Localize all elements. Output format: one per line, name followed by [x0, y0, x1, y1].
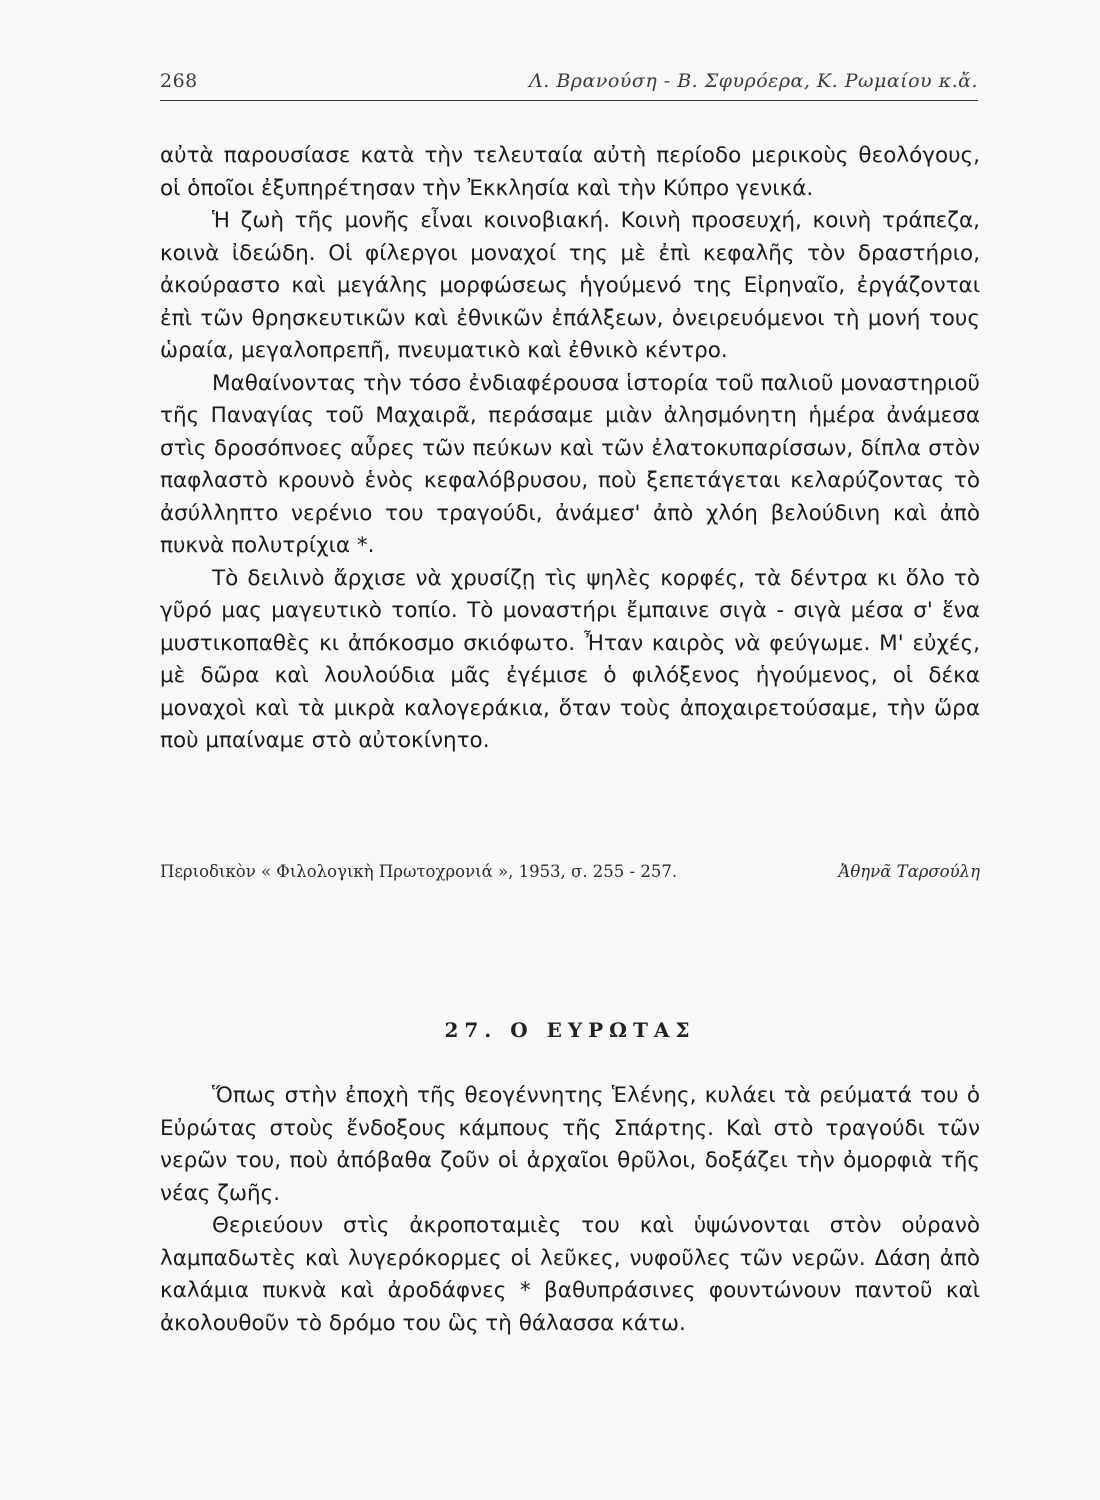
- paragraph: Ὅπως στὴν ἐποχὴ τῆς θεογέννητης Ἑλένης, κυλάει τὰ ρεύματά του ὁ Εὐρώτας στοὺς ἔνδοξους κάμπους τῆς Σπάρτης. Καὶ στὸ τραγούδι τῶν νερῶν του, ποὺ ἀπόβαθα ζοῦν οἱ ἀρχαῖοι θρῦλοι, δοξάζει τὴν ὀμορφιὰ τῆς νέας ζωῆς.: [160, 1083, 980, 1206]
- running-head: Λ. Βρανούση - Β. Σφυρόερα, Κ. Ρωμαίου κ.ἄ.: [529, 70, 978, 92]
- excerpt-evrotas: [160, 1080, 980, 1340]
- excerpt-machairas: [160, 140, 980, 758]
- source-citation: Περιοδικὸν « Φιλολογικὴ Πρωτοχρονιά », 1953, σ. 255 - 257.: [160, 862, 678, 881]
- header-rule: [160, 100, 978, 101]
- paragraph: Θεριεύουν στὶς ἀκροποταμιὲς του καὶ ὑψώνονται στὸν οὐρανὸ λαμπαδωτὲς καὶ λυγερόκορμες οἱ λεῦκες, νυφοῦλες τῶν νερῶν. Δάση ἀπὸ καλάμια πυκνὰ καὶ ἀροδάφνες * βαθυπράσινες φουντώνουν παντοῦ καὶ ἀκολουθοῦν τὸ δρόμο του ὣς τὴ θάλασσα κάτω.: [160, 1213, 980, 1336]
- page-header: [160, 70, 978, 100]
- paragraph: Ἡ ζωὴ τῆς μονῆς εἶναι κοινοβιακή. Κοινὴ προσευχή, κοινὴ τράπεζα, κοινὰ ἰδεώδη. Οἱ φίλεργοι μοναχοί της μὲ ἐπὶ κεφαλῆς τὸν δραστήριο, ἀκούραστο καὶ μεγάλης μορφώσεως ἡγούμενό της Εἰρηναῖο, ἐργάζονται ἐπὶ τῶν θρησκευτικῶν καὶ ἐθνικῶν ἐπάλξεων, ὀνειρευόμενοι τὴ μονή τους ὡραία, μεγαλοπρεπῆ, πνευματικὸ καὶ ἐθνικὸ κέντρο.: [160, 208, 980, 363]
- source-author: Ἀθηνᾶ Ταρσούλη: [838, 862, 980, 881]
- paragraph: Τὸ δειλινὸ ἄρχισε νὰ χρυσίζῃ τὶς ψηλὲς κορφές, τὰ δέντρα κι ὅλο τὸ γῦρό μας μαγευτικὸ τοπίο. Τὸ μοναστήρι ἔμπαινε σιγὰ - σιγὰ μέσα σ' ἕνα μυστικοπαθὲς κι ἀπόκοσμο σκιόφωτο. Ἦταν καιρὸς νὰ φεύγωμε. Μ' εὐχές, μὲ δῶρα καὶ λουλούδια μᾶς ἐγέμισε ὁ φιλόξενος ἡγούμενος, οἱ δέκα μοναχοὶ καὶ τὰ μικρὰ καλογεράκια, ὅταν τοὺς ἀποχαιρετούσαμε, τὴν ὥρα ποὺ μπαίναμε στὸ αὐτοκίνητο.: [160, 565, 980, 753]
- section-title: 27. Ο ΕΥΡΩΤΑΣ: [444, 1018, 696, 1042]
- paragraph: αὐτὰ παρουσίασε κατὰ τὴν τελευταία αὐτὴ περίοδο μερικοὺς θεολόγους, οἱ ὁποῖοι ἐξυπηρέτησαν τὴν Ἐκκλησία καὶ τὴν Κύπρο γενικά.: [160, 143, 980, 201]
- page-number: 268: [160, 70, 198, 92]
- source-citation-line: [160, 862, 980, 890]
- paragraph: Μαθαίνοντας τὴν τόσο ἐνδιαφέρουσα ἱστορία τοῦ παλιοῦ μοναστηριοῦ τῆς Παναγίας τοῦ Μαχαιρᾶ, περάσαμε μιὰν ἀλησμόνητη ἡμέρα ἀνάμεσα στὶς δροσόπνοες αὖρες τῶν πεύκων καὶ τῶν ἐλατοκυπαρίσσων, δίπλα στὸν παφλαστὸ κρουνὸ ἑνὸς κεφαλόβρυσου, ποὺ ξεπετάγεται κελαρύζοντας τὸ ἀσύλληπτο νερένιο του τραγούδι, ἀνάμεσ' ἀπὸ χλόη βελούδινη καὶ ἀπὸ πυκνὰ πολυτρίχια *.: [160, 370, 980, 558]
